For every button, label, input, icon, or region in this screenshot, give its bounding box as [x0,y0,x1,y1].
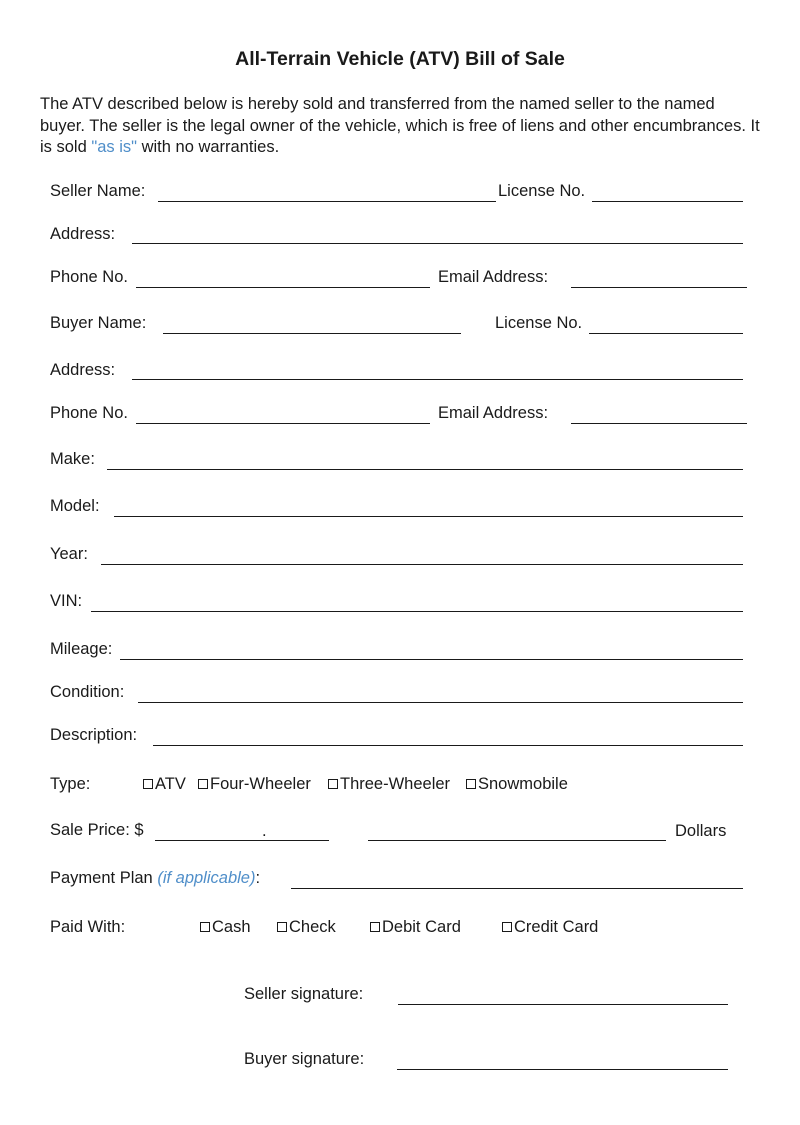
year-label: Year: [50,545,88,563]
type-option-label: Snowmobile [478,775,568,793]
description-label: Description: [50,726,138,744]
buyer-address-field[interactable] [132,357,743,380]
payment-plan-field[interactable] [291,866,743,889]
vin-field[interactable] [91,589,743,612]
intro-text: The ATV described below is hereby sold and transferred from the named seller to the named buyer. The seller is the legal owner of the vehicle, which is free of liens and other encumbrances. It is sold [40,95,760,156]
description-field[interactable] [153,723,743,746]
type-option-atv[interactable] [143,775,186,794]
checkbox-icon[interactable] [143,779,153,789]
sale-price-decimal-point: . [262,822,267,840]
seller-signature-field[interactable] [398,982,728,1005]
sale-price-words-field[interactable] [368,818,666,841]
dollars-label: Dollars [675,822,727,840]
intro-paragraph [40,94,760,159]
seller-phone-label: Phone No. [50,268,128,286]
condition-label: Condition: [50,683,125,701]
sale-price-amount-field[interactable] [155,818,329,841]
condition-field[interactable] [138,680,743,703]
type-option-four-wheeler[interactable] [198,775,311,794]
buyer-license-field[interactable] [589,311,743,334]
paid-with-check[interactable] [277,918,336,937]
paid-with-label: Paid With: [50,918,126,936]
buyer-email-label: Email Address: [438,404,549,422]
type-option-label: Four-Wheeler [210,775,311,793]
checkbox-icon[interactable] [328,779,338,789]
checkbox-icon[interactable] [200,922,210,932]
buyer-name-label: Buyer Name: [50,314,147,332]
seller-email-field[interactable] [571,265,747,288]
paid-with-option-label: Debit Card [382,918,461,936]
make-label: Make: [50,450,95,468]
seller-license-label: License No. [498,182,586,200]
seller-email-label: Email Address: [438,268,549,286]
type-option-label: Three-Wheeler [340,775,451,793]
model-field[interactable] [114,494,743,517]
as-is-highlight: "as is" [91,138,138,156]
buyer-license-label: License No. [495,314,583,332]
checkbox-icon[interactable] [466,779,476,789]
make-field[interactable] [107,447,743,470]
buyer-phone-label: Phone No. [50,404,128,422]
buyer-signature-field[interactable] [397,1047,728,1070]
paid-with-cash[interactable] [200,918,251,937]
checkbox-icon[interactable] [502,922,512,932]
buyer-name-field[interactable] [163,311,461,334]
model-label: Model: [50,497,100,515]
payment-plan-colon: : [255,869,261,887]
type-option-three-wheeler[interactable] [328,775,450,794]
paid-with-credit-card[interactable] [502,918,598,937]
vin-label: VIN: [50,592,83,610]
document-title: All-Terrain Vehicle (ATV) Bill of Sale [235,48,565,70]
mileage-field[interactable] [120,637,743,660]
paid-with-option-label: Cash [212,918,251,936]
checkbox-icon[interactable] [277,922,287,932]
paid-with-debit-card[interactable] [370,918,461,937]
buyer-email-field[interactable] [571,401,747,424]
buyer-address-label: Address: [50,361,116,379]
buyer-phone-field[interactable] [136,401,430,424]
sale-price-label: Sale Price: $ [50,821,144,839]
paid-with-option-label: Credit Card [514,918,599,936]
seller-name-label: Seller Name: [50,182,146,200]
checkbox-icon[interactable] [370,922,380,932]
type-option-label: ATV [155,775,186,793]
payment-plan-text: Payment Plan [50,869,153,887]
seller-signature-label: Seller signature: [244,985,364,1003]
checkbox-icon[interactable] [198,779,208,789]
buyer-signature-label: Buyer signature: [244,1050,365,1068]
payment-plan-label [50,869,260,888]
seller-address-label: Address: [50,225,116,243]
seller-address-field[interactable] [132,221,743,244]
payment-plan-qualifier: (if applicable) [157,869,256,887]
intro-text-end: with no warranties. [137,138,280,156]
seller-phone-field[interactable] [136,265,430,288]
type-label: Type: [50,775,91,793]
mileage-label: Mileage: [50,640,113,658]
type-option-snowmobile[interactable] [466,775,568,794]
seller-name-field[interactable] [158,179,496,202]
year-field[interactable] [101,542,743,565]
seller-license-field[interactable] [592,179,743,202]
paid-with-option-label: Check [289,918,336,936]
